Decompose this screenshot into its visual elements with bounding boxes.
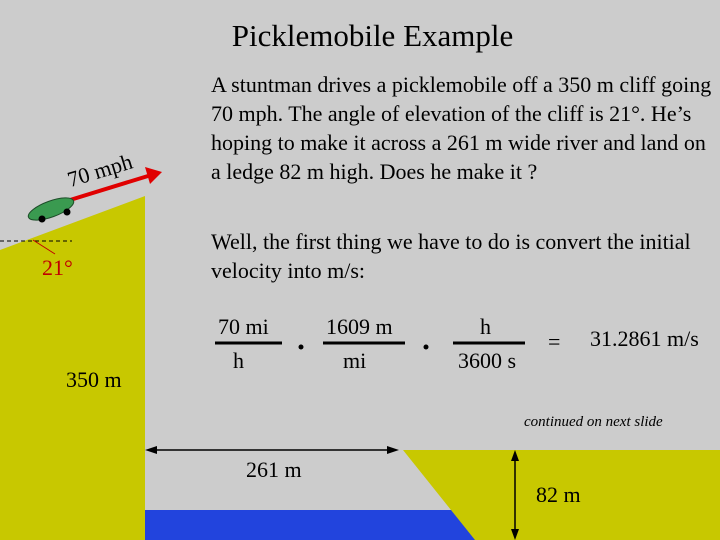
conversion-result: 31.2861 m/s — [590, 326, 699, 351]
problem-text: A stuntman drives a picklemobile off a 350 m cliff going 70 mph. The angle of elevation of the cliff is 21°. He’s hoping to make it across a 261 m wide river and land on a ledge 82 m high. Does he make it ? — [211, 72, 712, 184]
multiply-dot — [299, 345, 304, 350]
river-width-arrowhead-left — [145, 446, 157, 454]
continued-note: continued on next slide — [524, 414, 663, 430]
angle-label: 21° — [42, 255, 73, 280]
slide-title: Picklemobile Example — [231, 18, 514, 53]
river-width-arrowhead-right — [387, 446, 399, 454]
car-wheel — [64, 209, 71, 216]
river-width-label: 261 m — [246, 457, 302, 482]
multiply-dot — [424, 345, 429, 350]
fraction-2-numerator: 1609 m — [326, 314, 393, 339]
step-text: Well, the first thing we have to do is convert the initial velocity into m/s: — [211, 229, 691, 283]
fraction-1-numerator: 70 mi — [218, 314, 269, 339]
cliff-height-label: 350 m — [66, 367, 122, 392]
fraction-1-denominator: h — [233, 348, 244, 373]
fraction-3-denominator: 3600 s — [458, 348, 517, 373]
fraction-2-denominator: mi — [343, 348, 367, 373]
equals-sign: = — [548, 329, 561, 354]
picklemobile-car — [26, 193, 77, 224]
ledge-height-label: 82 m — [536, 482, 581, 507]
car-wheel — [39, 216, 46, 223]
river — [145, 510, 475, 540]
velocity-arrow-head — [145, 167, 162, 184]
fraction-3-numerator: h — [480, 314, 491, 339]
speed-label: 70 mph — [64, 148, 136, 193]
